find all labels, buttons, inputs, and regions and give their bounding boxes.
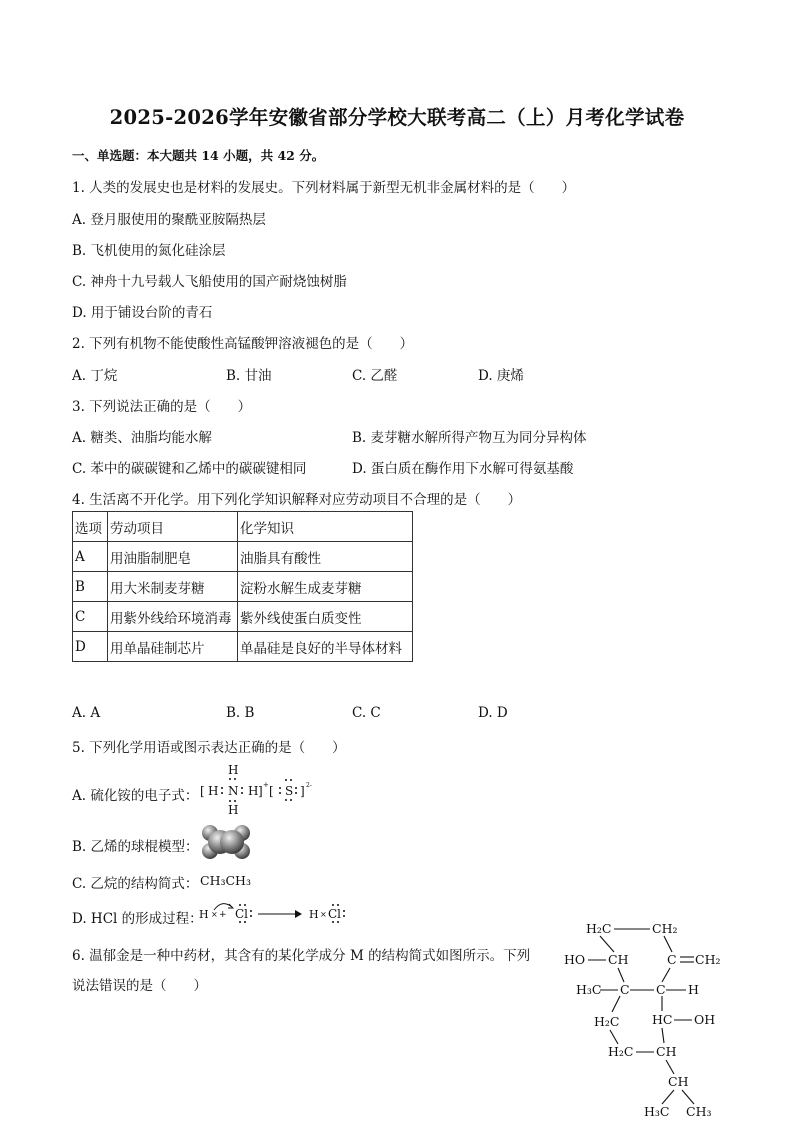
atom-label: H₂C bbox=[586, 921, 612, 936]
q1-option-a: A. 登月服使用的聚酰亚胺隔热层 bbox=[72, 212, 266, 228]
svg-text:H: H bbox=[309, 908, 319, 921]
atom-label: H₃C bbox=[644, 1104, 670, 1119]
table-cell: 用大米制麦芽糖 bbox=[108, 572, 238, 602]
atom-label: CH₂ bbox=[695, 952, 721, 967]
table-row bbox=[73, 602, 413, 632]
atom-label: C bbox=[667, 952, 677, 967]
atom-label: CH₂ bbox=[652, 921, 678, 936]
svg-text:H: H bbox=[199, 908, 209, 921]
question-1-stem: 1. 人类的发展史也是材料的发展史。下列材料属于新型无机非金属材料的是（ ） bbox=[72, 180, 576, 196]
table-cell: 淀粉水解生成麦芽糖 bbox=[238, 572, 413, 602]
q2-option-c: C. 乙醛 bbox=[352, 368, 398, 384]
anion-charge: 2- bbox=[306, 782, 312, 789]
table-cell: D bbox=[73, 632, 108, 662]
sulfur-atom: S bbox=[285, 784, 294, 798]
ammonium-sulfide-electron-formula bbox=[196, 764, 326, 816]
hydrogen-atom: H bbox=[208, 784, 219, 798]
bracket-right: ] bbox=[300, 784, 305, 798]
q1-option-c: C. 神舟十九号载人飞船使用的国产耐烧蚀树脂 bbox=[72, 274, 347, 290]
compound-m-structure bbox=[558, 916, 748, 1123]
q2-option-b: B. 甘油 bbox=[226, 368, 272, 384]
q1-option-d: D. 用于铺设台阶的青石 bbox=[72, 305, 213, 321]
table-row bbox=[73, 572, 413, 602]
hcl-formation-diagram bbox=[196, 897, 346, 929]
q5-option-b-label: B. 乙烯的球棍模型： bbox=[72, 839, 199, 855]
svg-text:×: × bbox=[211, 910, 218, 919]
atom-label: H₂C bbox=[594, 1014, 620, 1029]
table-row bbox=[73, 542, 413, 572]
table-cell: 用油脂制肥皂 bbox=[108, 542, 238, 572]
q4-table bbox=[72, 511, 413, 662]
table-cell: 单晶硅是良好的半导体材料 bbox=[238, 632, 413, 662]
q2-option-a: A. 丁烷 bbox=[72, 368, 118, 384]
atom-label: HO bbox=[564, 952, 586, 967]
question-6-stem-line-2: 说法错误的是（ ） bbox=[72, 978, 207, 994]
q4-option-c: C. C bbox=[352, 705, 381, 721]
atom-label: H₃C bbox=[576, 982, 602, 997]
q4-option-d: D. D bbox=[478, 705, 508, 721]
table-row bbox=[73, 632, 413, 662]
page-title: 2025-2026学年安徽省部分学校大联考高二（上）月考化学试卷 bbox=[109, 106, 685, 129]
q3-option-c: C. 苯中的碳碳键和乙烯中的碳碳键相同 bbox=[72, 461, 307, 477]
cation-charge: + bbox=[263, 781, 269, 789]
q5-option-d-label: D. HCl 的形成过程： bbox=[72, 911, 203, 927]
bracket-left: [ bbox=[269, 784, 274, 798]
table-header-cell: 选项 bbox=[73, 512, 108, 542]
table-cell: B bbox=[73, 572, 108, 602]
table-cell: 用紫外线给环境消毒 bbox=[108, 602, 238, 632]
svg-text:Cl: Cl bbox=[235, 907, 249, 921]
table-cell: A bbox=[73, 542, 108, 572]
atom-label: C bbox=[620, 982, 630, 997]
svg-text:Cl: Cl bbox=[328, 907, 342, 921]
table-cell: 紫外线使蛋白质变性 bbox=[238, 602, 413, 632]
table-cell: 用单晶硅制芯片 bbox=[108, 632, 238, 662]
q5-option-a-label: A. 硫化铵的电子式： bbox=[72, 788, 199, 804]
nitrogen-atom: N bbox=[228, 784, 239, 798]
table-header-cell: 劳动项目 bbox=[108, 512, 238, 542]
section-heading: 一、单选题：本大题共 14 小题，共 42 分。 bbox=[72, 148, 325, 163]
q3-option-d: D. 蛋白质在酶作用下水解可得氨基酸 bbox=[352, 461, 574, 477]
question-3-stem: 3. 下列说法正确的是（ ） bbox=[72, 399, 252, 415]
question-4-stem: 4. 生活离不开化学。用下列化学知识解释对应劳动项目不合理的是（ ） bbox=[72, 492, 522, 508]
ethylene-model-image bbox=[198, 822, 254, 862]
hydrogen-atom: H bbox=[228, 764, 239, 777]
atom-label: CH bbox=[668, 1074, 689, 1089]
table-header-row bbox=[73, 512, 413, 542]
q3-option-a: A. 糖类、油脂均能水解 bbox=[72, 430, 212, 446]
table-cell: C bbox=[73, 602, 108, 632]
svg-text:×: × bbox=[320, 910, 327, 919]
q5-option-c-label: C. 乙烷的结构简式： bbox=[72, 876, 199, 892]
q5-option-c-formula: CH₃CH₃ bbox=[200, 873, 251, 888]
q4-option-a: A. A bbox=[72, 705, 101, 721]
question-2-stem: 2. 下列有机物不能使酸性高锰酸钾溶液褪色的是（ ） bbox=[72, 336, 414, 352]
bracket-left: [ bbox=[200, 784, 205, 798]
hydrogen-atom: H bbox=[248, 784, 259, 798]
question-5-stem: 5. 下列化学用语或图示表达正确的是（ ） bbox=[72, 740, 346, 756]
q4-option-b: B. B bbox=[226, 705, 255, 721]
q1-option-b: B. 飞机使用的氮化硅涂层 bbox=[72, 243, 226, 259]
q2-option-d: D. 庚烯 bbox=[478, 368, 524, 384]
q3-option-b: B. 麦芽糖水解所得产物互为同分异构体 bbox=[352, 430, 587, 446]
question-6-stem-line-1: 6. 温郁金是一种中药材，其含有的某化学成分 M 的结构简式如图所示。下列 bbox=[72, 948, 531, 964]
atom-label: OH bbox=[694, 1012, 716, 1027]
svg-text:+: + bbox=[219, 910, 227, 920]
table-cell: 油脂具有酸性 bbox=[238, 542, 413, 572]
atom-label: CH bbox=[608, 952, 629, 967]
atom-label: CH bbox=[656, 1044, 677, 1059]
bracket-right: ] bbox=[258, 784, 263, 798]
atom-label: HC bbox=[652, 1012, 673, 1027]
table-header-cell: 化学知识 bbox=[238, 512, 413, 542]
atom-label: H₂C bbox=[608, 1044, 634, 1059]
hydrogen-atom: H bbox=[228, 803, 239, 816]
atom-label: H bbox=[688, 982, 699, 997]
atom-label: C bbox=[656, 982, 666, 997]
atom-label: CH₃ bbox=[686, 1104, 712, 1119]
